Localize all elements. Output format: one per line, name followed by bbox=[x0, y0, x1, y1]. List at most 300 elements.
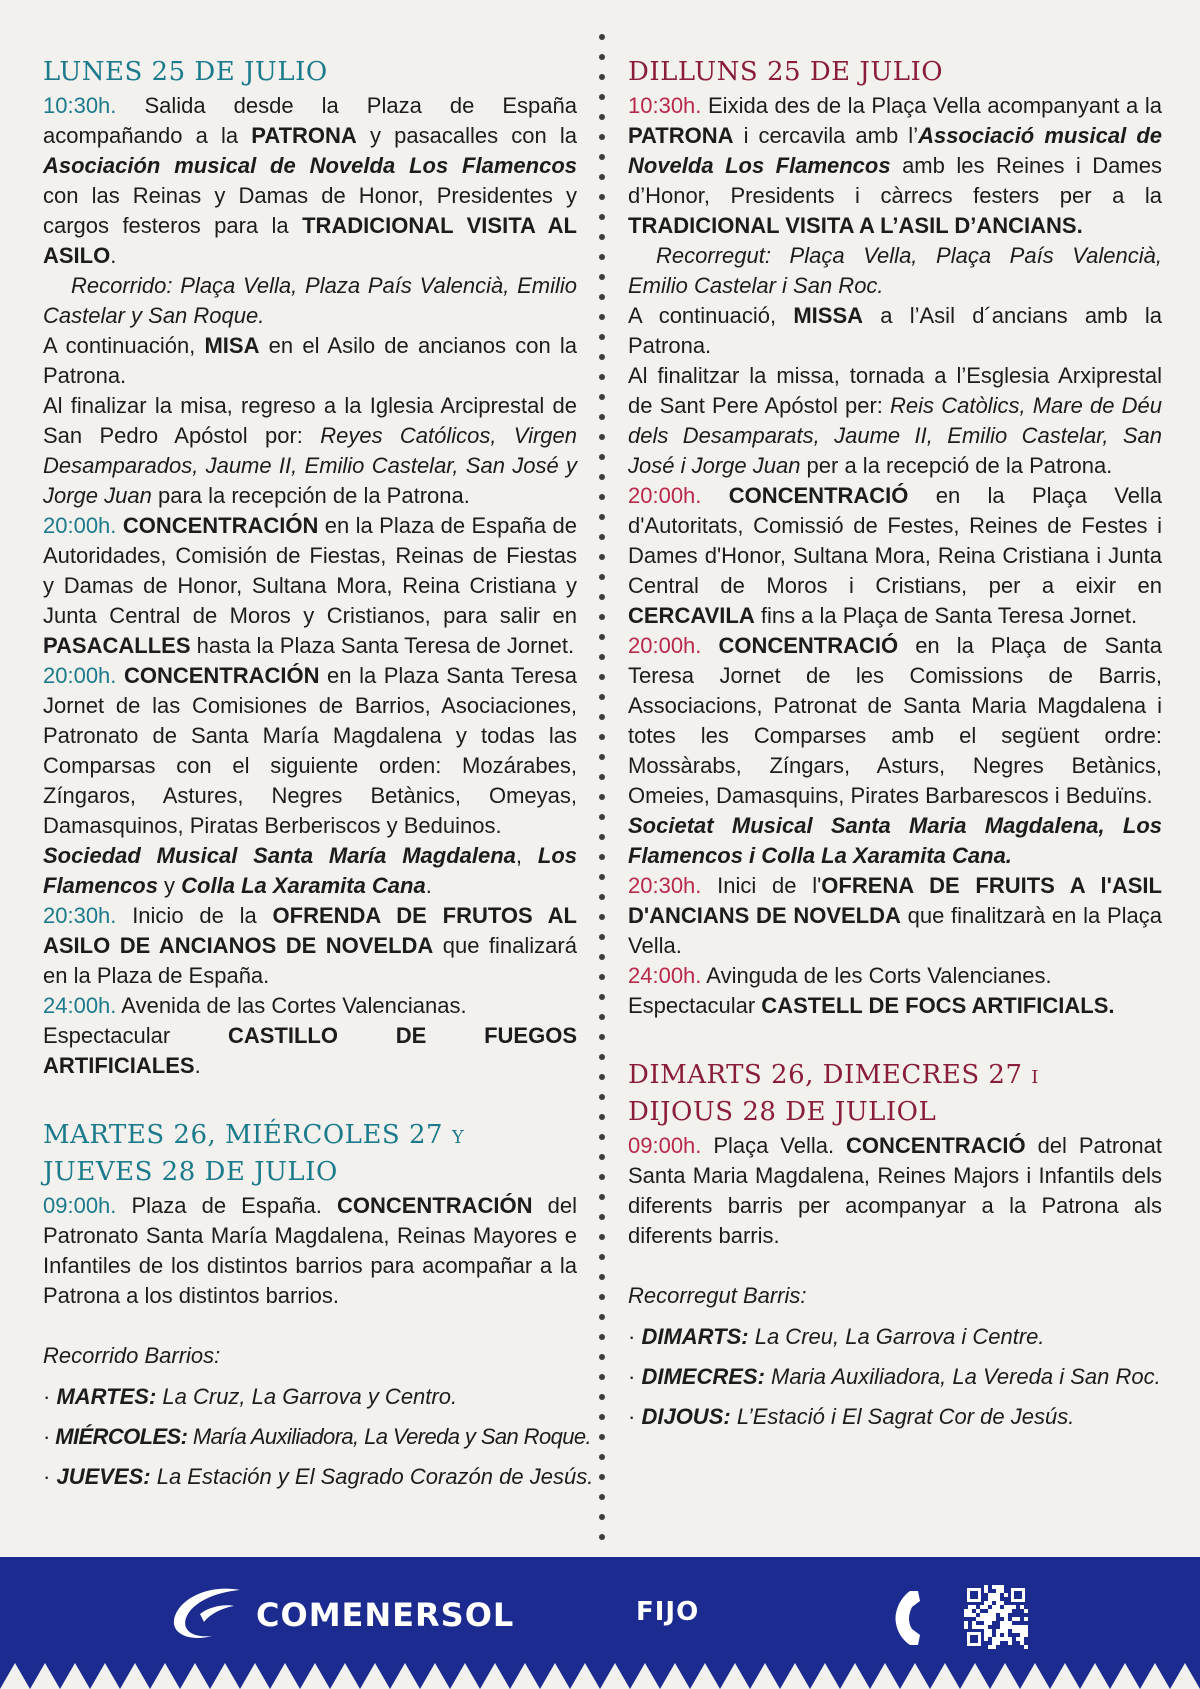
qr-module bbox=[1004, 1589, 1008, 1593]
divider-dot bbox=[599, 334, 605, 340]
time-label: 09:00h. bbox=[628, 1133, 702, 1158]
paragraph-2400 bbox=[43, 991, 577, 1021]
divider-dot bbox=[599, 654, 605, 660]
divider-dot bbox=[599, 1534, 605, 1540]
text: en la Plaza Santa Teresa Jornet de las Comisiones de Barrios, Asociaciones, Patronato de Santa María Magdalena y todas las Comparsas con el siguiente orden: Mozárabes, Zíngaros, Astures, Negres Betànics, Omeyas, Damasquinos, Piratas Berberiscos y Beduinos. bbox=[43, 663, 577, 838]
divider-dot bbox=[599, 214, 605, 220]
route-item-wednesday: · MIÉRCOLES: María Auxiliadora, La Vereda y San Roque. bbox=[43, 1424, 592, 1449]
paragraph-1030 bbox=[43, 91, 577, 271]
divider-dot bbox=[599, 1354, 605, 1360]
swoosh-logo-icon bbox=[170, 1584, 248, 1646]
text: fins a la Plaça de Santa Teresa Jornet. bbox=[754, 603, 1138, 628]
route-paragraph bbox=[43, 271, 577, 331]
divider-dot bbox=[599, 94, 605, 100]
musical-groups-paragraph bbox=[43, 841, 577, 901]
heading-tuesday-line1: DIMARTS 26, DIMECRES 27 i bbox=[628, 1060, 1039, 1090]
divider-dot bbox=[599, 374, 605, 380]
qr-module bbox=[970, 1591, 978, 1599]
spacer bbox=[43, 1311, 577, 1341]
qr-module bbox=[970, 1635, 978, 1643]
qr-module bbox=[1012, 1613, 1016, 1617]
qr-module bbox=[992, 1601, 996, 1605]
divider-dot bbox=[599, 1074, 605, 1080]
route-paragraph bbox=[628, 241, 1162, 301]
divider-dot bbox=[599, 814, 605, 820]
text: Eixida des de la Plaça Vella acompanyant a la bbox=[701, 93, 1162, 118]
text: . bbox=[194, 1053, 201, 1078]
paragraph-0900 bbox=[43, 1191, 577, 1311]
zigzag-border bbox=[0, 1659, 1200, 1689]
qr-module bbox=[1000, 1605, 1004, 1609]
bold-italic-text: DIMARTS: bbox=[641, 1324, 749, 1349]
divider-dot bbox=[599, 1214, 605, 1220]
time-label: 10:30h. bbox=[43, 93, 117, 118]
qr-module bbox=[1008, 1629, 1012, 1633]
divider-dot bbox=[599, 1334, 605, 1340]
divider-dot bbox=[599, 1154, 605, 1160]
text: , bbox=[515, 843, 538, 868]
text: Inicio de la bbox=[116, 903, 273, 928]
phone-icon bbox=[890, 1587, 922, 1649]
brand-name: COMENERSOL bbox=[256, 1596, 515, 1634]
qr-module bbox=[1004, 1597, 1008, 1601]
bold-text: CASTELL DE FOCS ARTIFICIALS. bbox=[761, 993, 1115, 1018]
qr-module bbox=[1020, 1617, 1024, 1621]
bold-text: MISA bbox=[204, 333, 260, 358]
paragraph-1030 bbox=[628, 91, 1162, 241]
divider-dot bbox=[599, 534, 605, 540]
divider-dot bbox=[599, 1314, 605, 1320]
divider-dot bbox=[599, 134, 605, 140]
qr-module bbox=[992, 1621, 996, 1625]
qr-module bbox=[976, 1605, 980, 1609]
qr-module bbox=[1000, 1593, 1004, 1597]
divider-dot bbox=[599, 514, 605, 520]
text: Plaza de España. bbox=[116, 1193, 337, 1218]
bold-text: CONCENTRACIÓN bbox=[122, 513, 319, 538]
bold-text: CONCENTRACIÓ bbox=[845, 1133, 1026, 1158]
text: del Patronato Santa María Magdalena, Reinas Mayores e Infantiles de los distintos barrios para acompañar a la Patrona a los distintos barrios. bbox=[43, 1193, 577, 1308]
return-paragraph bbox=[628, 361, 1162, 481]
divider-dot bbox=[599, 914, 605, 920]
qr-module bbox=[1004, 1601, 1008, 1605]
text: Salida desde la Plaza de España acompañando a la bbox=[43, 93, 577, 148]
divider-dot bbox=[599, 234, 605, 240]
valencian-column bbox=[628, 54, 1162, 1437]
divider-dot bbox=[599, 394, 605, 400]
bold-text: TRADICIONAL VISITA AL ASILO bbox=[43, 213, 577, 268]
qr-module bbox=[1012, 1641, 1016, 1645]
bold-italic-text: MIÉRCOLES: bbox=[55, 1424, 188, 1449]
bold-text: CONCENTRACIÓN bbox=[123, 663, 320, 688]
bold-italic-text: MARTES: bbox=[56, 1384, 157, 1409]
divider-dot bbox=[599, 1514, 605, 1520]
qr-module bbox=[984, 1641, 988, 1645]
text: que finalitzarà en la Plaça Vella. bbox=[628, 903, 1162, 958]
italic-text: Recorregut: Plaça Vella, Plaça País Valencià, Emilio Castelar i San Roc. bbox=[628, 243, 1162, 298]
divider-dot bbox=[599, 1494, 605, 1500]
divider-dot bbox=[599, 1014, 605, 1020]
time-label: 20:30h. bbox=[43, 903, 117, 928]
divider-dot bbox=[599, 994, 605, 1000]
italic-text: Reyes Católicos, Virgen Desamparados, Jaume II, Emilio Castelar, San José y Jorge Juan bbox=[43, 423, 578, 508]
italic-text: María Auxiliadora, La Vereda y San Roque. bbox=[187, 1424, 592, 1449]
qr-module bbox=[996, 1625, 1000, 1629]
text: y pasacalles con la bbox=[356, 123, 578, 148]
qr-module bbox=[976, 1621, 980, 1625]
route-item-wednesday: · DIMECRES: Maria Auxiliadora, La Vereda i San Roc. bbox=[628, 1364, 1161, 1389]
spacer bbox=[43, 1081, 577, 1117]
bold-italic-text: Los Flamencos bbox=[43, 843, 577, 898]
text: Inici de l' bbox=[701, 873, 822, 898]
heading-tuesday-line1: MARTES 26, MIÉRCOLES 27 y bbox=[43, 1120, 465, 1150]
paragraph-2000-b bbox=[43, 661, 577, 841]
qr-module bbox=[988, 1637, 992, 1641]
qr-module bbox=[1000, 1617, 1004, 1621]
qr-module bbox=[1016, 1605, 1020, 1609]
text: Espectacular bbox=[628, 993, 762, 1018]
qr-module bbox=[1016, 1613, 1020, 1617]
divider-dot bbox=[599, 734, 605, 740]
qr-module bbox=[1016, 1645, 1020, 1649]
text: Avenida de las Cortes Valencianas. bbox=[116, 993, 467, 1018]
qr-module bbox=[984, 1593, 988, 1597]
mass-paragraph bbox=[43, 331, 577, 391]
time-label: 20:00h. bbox=[628, 633, 702, 658]
sponsor-footer bbox=[0, 1557, 1200, 1689]
time-label: 20:00h. bbox=[43, 513, 117, 538]
heading-tuesday-line2: JUEVES 28 DE JULIO bbox=[43, 1157, 338, 1187]
text: que finalizará en la Plaza de España. bbox=[43, 933, 577, 988]
italic-text: Recorrido: Plaça Vella, Plaza País Valencià, Emilio Castelar y San Roque. bbox=[43, 273, 577, 328]
qr-module bbox=[1024, 1641, 1028, 1645]
divider-dot bbox=[599, 74, 605, 80]
italic-text: La Creu, La Garrova i Centre. bbox=[748, 1324, 1045, 1349]
time-label: 10:30h. bbox=[628, 93, 702, 118]
qr-module bbox=[1000, 1641, 1004, 1645]
divider-dot bbox=[599, 494, 605, 500]
qr-module bbox=[992, 1633, 996, 1637]
divider-dot bbox=[599, 274, 605, 280]
qr-module bbox=[984, 1645, 988, 1649]
divider-dot bbox=[599, 434, 605, 440]
divider-dot bbox=[599, 254, 605, 260]
qr-module bbox=[996, 1613, 1000, 1617]
qr-module bbox=[976, 1613, 980, 1617]
time-label: 09:00h. bbox=[43, 1193, 117, 1218]
divider-dot bbox=[599, 314, 605, 320]
text: hasta la Plaza Santa Teresa de Jornet. bbox=[190, 633, 575, 658]
divider-dot bbox=[599, 674, 605, 680]
qr-module bbox=[1024, 1613, 1028, 1617]
qr-module bbox=[1012, 1645, 1016, 1649]
qr-module bbox=[988, 1589, 992, 1593]
text: . bbox=[425, 873, 432, 898]
divider-dot bbox=[599, 874, 605, 880]
bold-text: OFRENDA DE FRUTOS AL ASILO DE ANCIANOS DE NOVELDA bbox=[43, 903, 577, 958]
divider-dot bbox=[599, 754, 605, 760]
qr-module bbox=[980, 1609, 984, 1613]
text: del Patronat Santa Maria Magdalena, Reines Majors i Infantils dels diferents barris per acompanyar a la Patrona als diferents barris. bbox=[628, 1133, 1162, 1248]
qr-module bbox=[1024, 1621, 1028, 1625]
qr-module bbox=[996, 1645, 1000, 1649]
divider-dot bbox=[599, 414, 605, 420]
divider-dot bbox=[599, 894, 605, 900]
route-title bbox=[43, 1341, 577, 1371]
divider-dot bbox=[599, 1294, 605, 1300]
divider-dot bbox=[599, 1474, 605, 1480]
bold-italic-text: Associació musical de Novelda Los Flamencos bbox=[628, 123, 1162, 178]
qr-module bbox=[1020, 1613, 1024, 1617]
bold-italic-text: DIMECRES: bbox=[641, 1364, 765, 1389]
paragraph-2000-a bbox=[43, 511, 577, 661]
qr-module bbox=[992, 1589, 996, 1593]
qr-module bbox=[996, 1617, 1000, 1621]
italic-text: Recorregut Barris: bbox=[628, 1283, 807, 1308]
fireworks-paragraph bbox=[43, 1021, 577, 1081]
divider-dot bbox=[599, 594, 605, 600]
text: Plaça Vella. bbox=[701, 1133, 846, 1158]
qr-module bbox=[1020, 1609, 1024, 1613]
qr-module bbox=[1008, 1617, 1012, 1621]
qr-module bbox=[1004, 1641, 1008, 1645]
qr-module bbox=[1004, 1585, 1008, 1589]
qr-module bbox=[964, 1605, 968, 1609]
divider-dot bbox=[599, 1454, 605, 1460]
divider-dot bbox=[599, 54, 605, 60]
divider-dot bbox=[599, 1394, 605, 1400]
divider-dot bbox=[599, 1234, 605, 1240]
italic-text: Maria Auxiliadora, La Vereda i San Roc. bbox=[764, 1364, 1161, 1389]
text: amb les Reines i Dames d’Honor, Presidents i càrrecs festers per a la bbox=[628, 153, 1162, 208]
time-label: 20:30h. bbox=[628, 873, 702, 898]
italic-text: L’Estació i El Sagrat Cor de Jesús. bbox=[730, 1404, 1075, 1429]
qr-module bbox=[988, 1585, 992, 1589]
qr-module bbox=[1008, 1645, 1012, 1649]
divider-dot bbox=[599, 1094, 605, 1100]
divider-dot bbox=[599, 1374, 605, 1380]
divider-dot bbox=[599, 1414, 605, 1420]
divider-dot bbox=[599, 474, 605, 480]
qr-module bbox=[968, 1621, 972, 1625]
divider-dot bbox=[599, 34, 605, 40]
fireworks-paragraph bbox=[628, 991, 1162, 1021]
divider-dot bbox=[599, 974, 605, 980]
divider-dot bbox=[599, 1194, 605, 1200]
text: en la Plaza de España de Autoridades, Comisión de Fiestas, Reinas de Fiestas y Damas de Honor, Sultana Mora, Reina Cristiana y Junta Central de Moros y Cristianos, para salir en bbox=[43, 513, 577, 628]
fijo-label: FIJO bbox=[636, 1597, 700, 1627]
time-label: 24:00h. bbox=[43, 993, 117, 1018]
text: Avinguda de les Corts Valencianes. bbox=[701, 963, 1052, 988]
qr-module bbox=[972, 1617, 976, 1621]
qr-module bbox=[1004, 1645, 1008, 1649]
divider-dot bbox=[599, 1274, 605, 1280]
paragraph-2400 bbox=[628, 961, 1162, 991]
divider-dot bbox=[599, 694, 605, 700]
divider-dot bbox=[599, 1254, 605, 1260]
divider-dot bbox=[599, 194, 605, 200]
qr-module bbox=[1016, 1621, 1020, 1625]
divider-dot bbox=[599, 834, 605, 840]
divider-dot bbox=[599, 714, 605, 720]
divider-dot bbox=[599, 574, 605, 580]
divider-dot bbox=[599, 1134, 605, 1140]
text: en el Asilo de ancianos con la Patrona. bbox=[43, 333, 577, 388]
divider-dot bbox=[599, 614, 605, 620]
text: para la recepción de la Patrona. bbox=[151, 483, 470, 508]
bold-text: PATRONA bbox=[628, 123, 734, 148]
text: Espectacular bbox=[43, 1023, 228, 1048]
divider-dot bbox=[599, 114, 605, 120]
route-title bbox=[628, 1281, 1162, 1311]
divider-dot bbox=[599, 854, 605, 860]
bold-text: OFRENA DE FRUITS A l'ASIL D'ANCIANS DE NOVELDA bbox=[628, 873, 1162, 928]
paragraph-2000-a bbox=[628, 481, 1162, 631]
qr-module bbox=[988, 1641, 992, 1645]
text bbox=[116, 663, 124, 688]
qr-module bbox=[1016, 1633, 1020, 1637]
italic-text: La Estación y El Sagrado Corazón de Jesús. bbox=[150, 1464, 594, 1489]
qr-module bbox=[968, 1617, 972, 1621]
mass-paragraph bbox=[628, 301, 1162, 361]
text: Al finalitzar la missa, tornada a l’Esglesia Arxiprestal de Sant Pere Apóstol per: bbox=[628, 363, 1162, 418]
heading-tuesday-line2: DIJOUS 28 DE JULIOL bbox=[628, 1097, 937, 1127]
text: A continuació, bbox=[628, 303, 794, 328]
bold-italic-text: JUEVES: bbox=[56, 1464, 151, 1489]
qr-module bbox=[1024, 1637, 1028, 1641]
text: i cercavila amb l’ bbox=[733, 123, 919, 148]
qr-module bbox=[1008, 1633, 1012, 1637]
heading-monday: LUNES 25 DE JULIO bbox=[43, 57, 328, 87]
qr-module bbox=[1014, 1591, 1022, 1599]
qr-code-icon bbox=[964, 1585, 1028, 1649]
qr-module bbox=[972, 1609, 976, 1613]
divider-dot bbox=[599, 634, 605, 640]
bold-text: TRADICIONAL VISITA A L’ASIL D’ANCIANS. bbox=[628, 213, 1083, 238]
time-label: 20:00h. bbox=[43, 663, 117, 688]
italic-text: La Cruz, La Garrova y Centro. bbox=[156, 1384, 458, 1409]
time-label: 20:00h. bbox=[628, 483, 702, 508]
divider-dot bbox=[599, 354, 605, 360]
text: . bbox=[110, 243, 117, 268]
qr-module bbox=[1000, 1645, 1004, 1649]
qr-module bbox=[1016, 1609, 1020, 1613]
bold-text: CONCENTRACIÓ bbox=[728, 483, 909, 508]
bold-text: CASTILLO DE FUEGOS ARTIFICIALES bbox=[43, 1023, 577, 1078]
musical-groups-paragraph bbox=[628, 811, 1162, 871]
bold-italic-text: Sociedad Musical Santa María Magdalena bbox=[43, 843, 516, 868]
spacer bbox=[628, 1021, 1162, 1057]
qr-module bbox=[996, 1621, 1000, 1625]
bold-italic-text: Colla La Xaramita Cana bbox=[181, 873, 426, 898]
qr-module bbox=[1000, 1633, 1004, 1637]
paragraph-0900 bbox=[628, 1131, 1162, 1251]
bold-text: CONCENTRACIÓ bbox=[718, 633, 899, 658]
divider-dot bbox=[599, 154, 605, 160]
paragraph-2000-b bbox=[628, 631, 1162, 811]
qr-module bbox=[1016, 1641, 1020, 1645]
divider-dot bbox=[599, 954, 605, 960]
qr-module bbox=[964, 1617, 968, 1621]
divider-dot bbox=[599, 934, 605, 940]
text: y bbox=[157, 873, 182, 898]
route-item-tuesday: · MARTES: La Cruz, La Garrova y Centro. bbox=[43, 1384, 458, 1409]
qr-module bbox=[1024, 1605, 1028, 1609]
qr-module bbox=[1012, 1637, 1016, 1641]
bold-italic-text: Asociación musical de Novelda Los Flamencos bbox=[43, 153, 577, 178]
qr-module bbox=[968, 1625, 972, 1629]
bold-italic-text: DIJOUS: bbox=[641, 1404, 731, 1429]
time-label: 24:00h. bbox=[628, 963, 702, 988]
qr-module bbox=[1008, 1613, 1012, 1617]
divider-dot bbox=[599, 1034, 605, 1040]
divider-dot bbox=[599, 1114, 605, 1120]
text: a l’Asil d´ancians amb la Patrona. bbox=[628, 303, 1162, 358]
qr-module bbox=[1012, 1621, 1016, 1625]
brand-logo bbox=[170, 1579, 514, 1651]
zigzag-teeth bbox=[0, 1663, 1200, 1689]
text: en la Plaça de Santa Teresa Jornet de les Comissions de Barris, Associacions, Patronat de Santa Maria Magdalena i totes les Comparses amb el següent ordre: Mossàrabs, Zíngars, Asturs, Negres Betànics, Omeies, Damasquins, Pirates Barbarescos i Beduïns. bbox=[628, 633, 1162, 808]
dotted-divider bbox=[599, 34, 605, 1554]
text: con las Reinas y Damas de Honor, Presidentes y cargos festeros para la bbox=[43, 183, 577, 238]
divider-dot bbox=[599, 554, 605, 560]
qr-module bbox=[980, 1621, 984, 1625]
divider-dot bbox=[599, 294, 605, 300]
route-item-thursday: · JUEVES: La Estación y El Sagrado Corazón de Jesús. bbox=[43, 1464, 594, 1489]
divider-dot bbox=[599, 1054, 605, 1060]
route-item-thursday: · DIJOUS: L’Estació i El Sagrat Cor de Jesús. bbox=[628, 1404, 1075, 1429]
qr-module bbox=[984, 1597, 988, 1601]
qr-module bbox=[984, 1609, 988, 1613]
text: en la Plaça Vella d'Autoritats, Comissió de Festes, Reines de Festes i Dames d'Honor, Sultana Mora, Reina Cristiana i Junta Central de Moros i Cristians, per a eixir en bbox=[628, 483, 1162, 598]
italic-text: Recorrido Barrios: bbox=[43, 1343, 221, 1368]
qr-module bbox=[992, 1625, 996, 1629]
text: Al finalizar la misa, regreso a la Iglesia Arciprestal de San Pedro Apóstol por: bbox=[43, 393, 577, 448]
heading-monday: DILLUNS 25 DE JULIO bbox=[628, 57, 944, 87]
divider-dot bbox=[599, 1434, 605, 1440]
qr-module bbox=[1020, 1645, 1024, 1649]
divider-dot bbox=[599, 774, 605, 780]
bold-italic-text: Societat Musical Santa Maria Magdalena, Los Flamencos i Colla La Xaramita Cana. bbox=[628, 813, 1162, 868]
paragraph-2030 bbox=[43, 901, 577, 991]
spanish-column bbox=[43, 54, 594, 1497]
text bbox=[701, 483, 728, 508]
paragraph-2030 bbox=[628, 871, 1162, 961]
divider-dot bbox=[599, 174, 605, 180]
qr-module bbox=[1012, 1609, 1016, 1613]
bold-text: PASACALLES bbox=[43, 633, 191, 658]
divider-dot bbox=[599, 794, 605, 800]
qr-module bbox=[1020, 1621, 1024, 1625]
qr-module bbox=[992, 1629, 996, 1633]
bold-text: MISSA bbox=[793, 303, 864, 328]
qr-module bbox=[988, 1625, 992, 1629]
qr-module bbox=[1000, 1597, 1004, 1601]
qr-module bbox=[988, 1605, 992, 1609]
text: per a la recepció de la Patrona. bbox=[800, 453, 1113, 478]
italic-text: Reis Catòlics, Mare de Déu dels Desamparats, Jaume II, Emilio Castelar, San José i Jorge Juan bbox=[628, 393, 1162, 478]
bold-text: PATRONA bbox=[251, 123, 357, 148]
text: A continuación, bbox=[43, 333, 205, 358]
bold-text: CONCENTRACIÓN bbox=[336, 1193, 533, 1218]
qr-module bbox=[1012, 1633, 1016, 1637]
route-item-tuesday: · DIMARTS: La Creu, La Garrova i Centre. bbox=[628, 1324, 1045, 1349]
return-paragraph bbox=[43, 391, 577, 511]
bold-text: CERCAVILA bbox=[628, 603, 755, 628]
spacer bbox=[628, 1251, 1162, 1281]
divider-dot bbox=[599, 1174, 605, 1180]
divider-dot bbox=[599, 454, 605, 460]
